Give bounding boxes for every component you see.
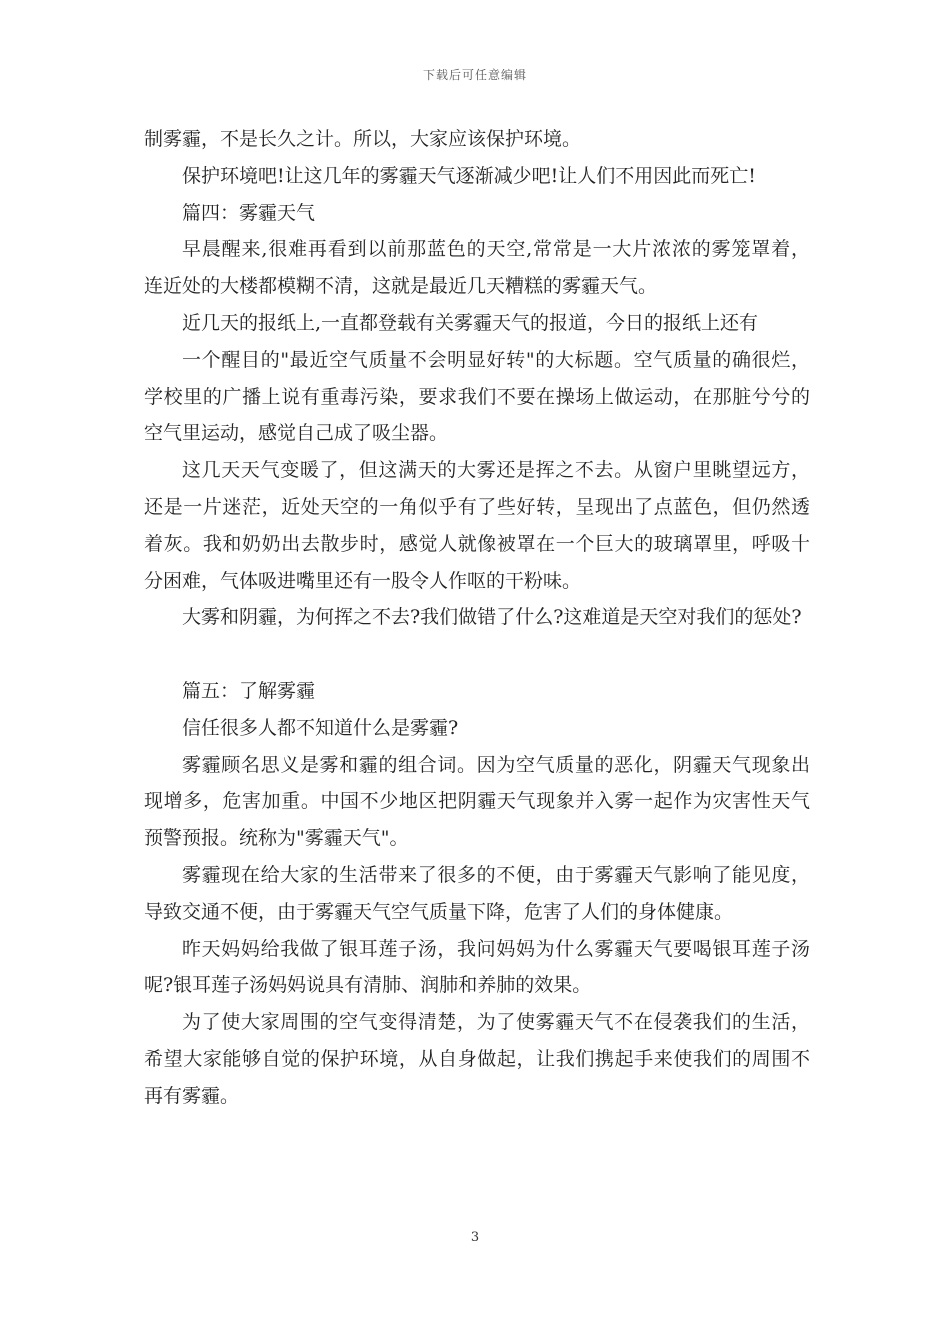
section-heading: 篇五：了解雾霾	[182, 679, 316, 702]
paragraph-line: 还是一片迷茫，近处天空的一角似乎有了些好转，呈现出了点蓝色，但仍然透	[144, 495, 810, 518]
paragraph-line: 早晨醒来,很难再看到以前那蓝色的天空,常常是一大片浓浓的雾笼罩着，	[182, 238, 810, 261]
document-body	[144, 121, 810, 1115]
paragraph-line: 现增多，危害加重。中国不少地区把阴霾天气现象并入雾一起作为灾害性天气	[144, 790, 810, 813]
paragraph-line: 导致交通不便，由于雾霾天气空气质量下降，危害了人们的身体健康。	[144, 900, 734, 923]
paragraph-line: 信任很多人都不知道什么是雾霾?	[182, 716, 459, 739]
paragraph-line: 雾霾现在给大家的生活带来了很多的不便，由于雾霾天气影响了能见度，	[182, 863, 810, 886]
paragraph-line: 昨天妈妈给我做了银耳莲子汤，我问妈妈为什么雾霾天气要喝银耳莲子汤	[182, 937, 810, 960]
paragraph-line: 分困难，气体吸进嘴里还有一股令人作呕的干粉味。	[144, 569, 582, 592]
paragraph-line: 着灰。我和奶奶出去散步时，感觉人就像被罩在一个巨大的玻璃罩里，呼吸十	[144, 532, 810, 555]
paragraph-line: 预警预报。统称为"雾霾天气"。	[144, 827, 409, 850]
paragraph-line: 再有雾霾。	[144, 1084, 240, 1107]
paragraph-line: 连近处的大楼都模糊不清，这就是最近几天糟糕的雾霾天气。	[144, 275, 658, 298]
paragraph-line: 雾霾顾名思义是雾和霾的组合词。因为空气质量的恶化，阴霾天气现象出	[182, 753, 810, 776]
paragraph-line: 呢?银耳莲子汤妈妈说具有清肺、润肺和养肺的效果。	[144, 974, 592, 997]
paragraph-line: 希望大家能够自觉的保护环境，从自身做起，让我们携起手来使我们的周围不	[144, 1047, 810, 1070]
paragraph-line: 一个醒目的"最近空气质量不会明显好转"的大标题。空气质量的确很烂，	[182, 348, 810, 371]
paragraph-line: 制雾霾，不是长久之计。所以，大家应该保护环境。	[144, 128, 582, 150]
page-header: 下载后可任意编辑	[422, 68, 527, 82]
page-number: 3	[470, 1230, 480, 1245]
paragraph-line: 近几天的报纸上,一直都登载有关雾霾天气的报道，今日的报纸上还有	[182, 311, 759, 334]
paragraph-line: 空气里运动，感觉自己成了吸尘器。	[144, 422, 449, 445]
paragraph-line: 学校里的广播上说有重毒污染，要求我们不要在操场上做运动，在那脏兮兮的	[144, 385, 810, 408]
section-heading: 篇四：雾霾天气	[182, 201, 316, 224]
paragraph-line: 这几天天气变暖了，但这满天的大雾还是挥之不去。从窗户里眺望远方，	[182, 459, 810, 482]
paragraph-line: 为了使大家周围的空气变得清楚，为了使雾霾天气不在侵袭我们的生活，	[182, 1011, 810, 1034]
blank-line	[144, 636, 810, 673]
paragraph-line: 保护环境吧!让这几年的雾霾天气逐渐减少吧!让人们不用因此而死亡!	[182, 164, 756, 187]
paragraph-line: 大雾和阴霾，为何挥之不去?我们做错了什么?这难道是天空对我们的惩处?	[182, 606, 802, 629]
